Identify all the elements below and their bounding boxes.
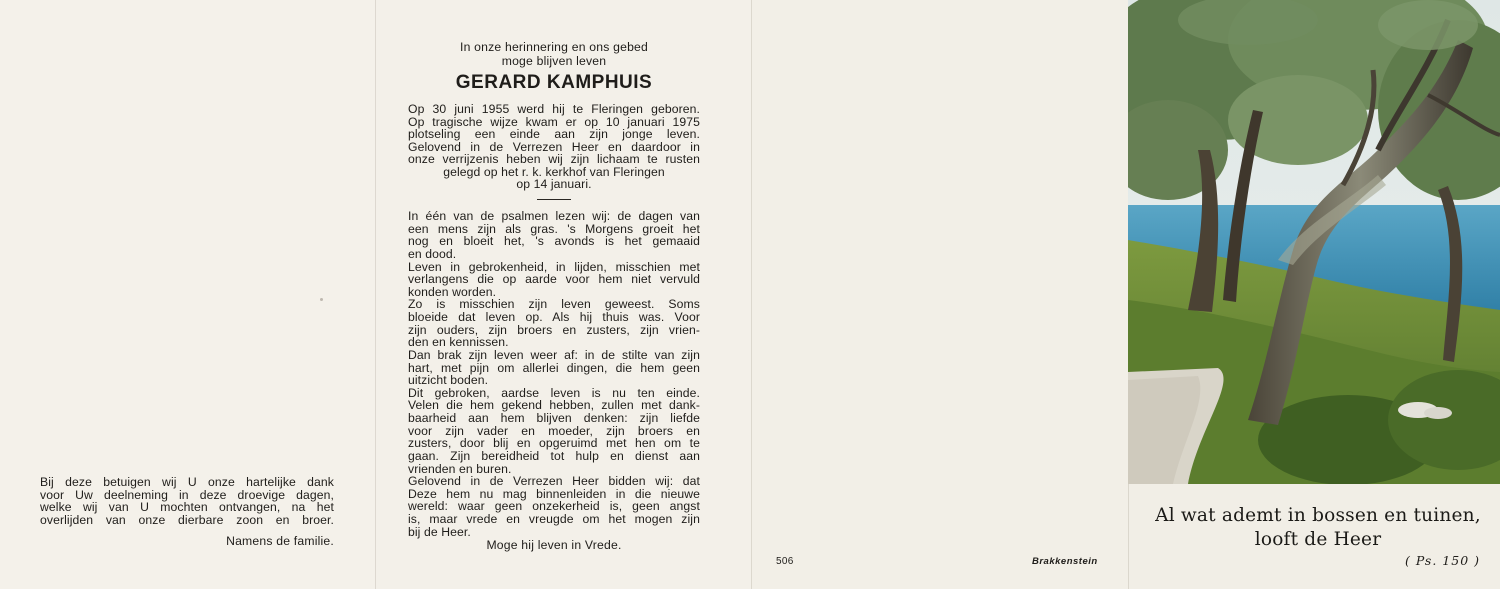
bio-line: Op tragische wijze kwam er op 10 januari 1975 — [408, 114, 700, 129]
verse-line: Al wat ademt in bossen en tuinen, — [1155, 505, 1481, 526]
reflection-line: bloeide dat leven op. Als hij thuis was. Voor — [408, 310, 700, 324]
bio-line: op 14 januari. — [516, 177, 592, 192]
reflection-line: gaan. Zijn bereidheid tot hulp en dienst aan — [408, 448, 700, 463]
reflection-line: baarheid aan hem blijven denken: zijn liefde — [408, 411, 700, 425]
reflection-line: den en kennissen. — [408, 335, 509, 350]
reflection-line: hart, met pijn om allerlei dingen, die hem geen — [408, 360, 700, 375]
reflection-line: nog en bloeit het, 's avonds is het gemaaid — [408, 234, 700, 249]
reflection-line: Dit gebroken, aardse leven is nu ten einde. — [408, 385, 700, 400]
bio-line: Gelovend in de Verrezen Heer en daardoor in — [408, 139, 700, 154]
paper-speck — [320, 298, 323, 301]
back-panel — [751, 0, 1128, 589]
verse-reference: ( Ps. 150 ) — [1405, 553, 1480, 568]
reflection-line: bij de Heer. — [408, 524, 471, 539]
bio-line: Op 30 juni 1955 werd hij te Fleringen geboren. — [408, 102, 700, 116]
reflection-line: Zo is misschien zijn leven geweest. Soms — [408, 297, 700, 312]
reflection-line: zusters, door blij en opgeruimd met hen om te — [408, 436, 700, 451]
intro-line: moge blijven leven — [501, 53, 607, 68]
reflection-line: Gelovend in de Verrezen Heer bidden wij: dat — [408, 474, 700, 489]
thank-you-line: overlijden van onze dierbare zoon en broer. — [40, 512, 334, 527]
reflection-line: Velen die hem gekend hebben, zullen met dank- — [408, 398, 700, 413]
fold-line — [751, 0, 752, 589]
reflection-line: vrienden en buren. — [408, 461, 512, 476]
reflection-line: Deze hem nu mag binnenleiden in die nieuwe — [408, 486, 700, 501]
intro-line: In onze herinnering en ons gebed — [460, 40, 648, 54]
biography — [408, 103, 700, 191]
reflection-line: een mens zijn als gras. 's Morgens groeit het — [408, 221, 700, 236]
thank-you-line: Bij deze betuigen wij U onze hartelijke dank — [40, 475, 334, 489]
reflection-line: wereld: waar geen onzekerheid is, geen angst — [408, 499, 700, 514]
card-number: 506 — [776, 556, 794, 567]
reflection-text — [408, 210, 700, 538]
thank-you-line: welke wij van U mochten ontvangen, na het — [40, 500, 334, 515]
reflection-line: zijn ouders, zijn broers en zusters, zijn vrien- — [408, 322, 700, 337]
bible-verse — [1132, 504, 1500, 552]
photo-illustration — [1128, 0, 1500, 484]
reflection-line: en dood. — [408, 246, 457, 261]
section-divider — [537, 199, 571, 200]
deceased-name: GERARD KAMPHUIS — [455, 72, 653, 93]
thank-you-line: voor Uw deelneming in deze droevige dagen, — [40, 487, 334, 502]
reflection-line: Dan brak zijn leven weer af: in de stilte van zijn — [408, 347, 700, 362]
bio-line: onze verrijzenis heben wij zijn lichaam te rusten — [408, 152, 700, 167]
verse-line: looft de Heer — [1254, 529, 1382, 550]
thank-you-note — [40, 476, 334, 526]
reflection-line: Leven in gebrokenheid, in lijden, misschien met — [408, 259, 700, 274]
reflection-line: konden worden. — [408, 284, 497, 299]
publisher-name: Brakkenstein — [1032, 556, 1098, 567]
reflection-line: voor zijn vader en moeder, zijn broers en — [408, 423, 700, 438]
olive-grove-photo — [1128, 0, 1500, 484]
reflection-line: In één van de psalmen lezen wij: de dagen van — [408, 209, 700, 223]
bio-line: plotseling een einde aan zijn jonge leven. — [408, 127, 700, 142]
reflection-line: uitzicht boden. — [408, 373, 489, 388]
memorial-intro — [408, 41, 700, 68]
closing-blessing: Moge hij leven in Vrede. — [486, 538, 622, 552]
bio-line: gelegd op het r. k. kerkhof van Fleringen — [443, 164, 665, 179]
family-signature: Namens de familie. — [226, 534, 334, 548]
reflection-line: verlangens die op aarde voor hem niet vervuld — [408, 272, 700, 287]
reflection-line: is, maar vrede en vreugde om het mogen zijn — [408, 512, 700, 526]
fold-line — [375, 0, 376, 589]
